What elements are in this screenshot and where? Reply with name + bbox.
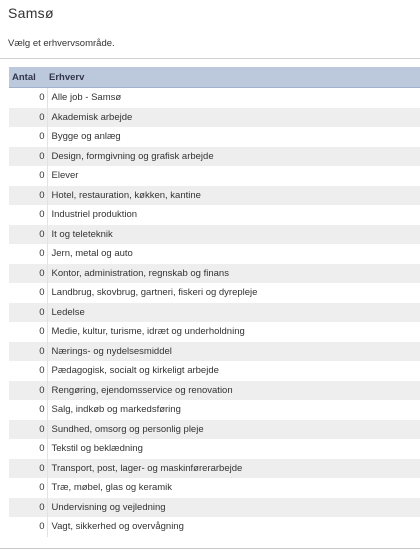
- occupation-link[interactable]: Undervisning og vejledning: [47, 498, 420, 518]
- occupation-link[interactable]: Elever: [47, 166, 420, 186]
- job-count-cell: 0: [9, 361, 47, 381]
- job-count-cell: 0: [9, 205, 47, 225]
- table-header-row: [9, 67, 420, 88]
- occupation-link[interactable]: It og teleteknik: [47, 225, 420, 245]
- job-count-cell: 0: [9, 303, 47, 323]
- table-row[interactable]: [9, 342, 420, 362]
- occupation-link[interactable]: Pædagogisk, socialt og kirkeligt arbejde: [47, 361, 420, 381]
- occupation-link[interactable]: Salg, indkøb og markedsføring: [47, 400, 420, 420]
- job-count-cell: 0: [9, 478, 47, 498]
- occupation-link[interactable]: Medie, kultur, turisme, idræt og underholdning: [47, 322, 420, 342]
- job-count-cell: 0: [9, 498, 47, 518]
- occupation-link[interactable]: Ledelse: [47, 303, 420, 323]
- table-row[interactable]: [9, 361, 420, 381]
- page-subtitle: Vælg et erhvervsområde.: [8, 38, 115, 49]
- occupation-link[interactable]: Hotel, restauration, køkken, kantine: [47, 186, 420, 206]
- table-row[interactable]: [9, 381, 420, 401]
- table-row[interactable]: [9, 517, 420, 537]
- bottom-border: [0, 548, 420, 549]
- occupation-link[interactable]: Bygge og anlæg: [47, 127, 420, 147]
- occupation-link[interactable]: Vagt, sikkerhed og overvågning: [47, 517, 420, 537]
- job-count-cell: 0: [9, 127, 47, 147]
- occupation-table: [9, 67, 420, 537]
- table-body: [9, 88, 420, 537]
- table-row[interactable]: [9, 478, 420, 498]
- table-row[interactable]: [9, 127, 420, 147]
- job-count-cell: 0: [9, 322, 47, 342]
- occupation-column-header[interactable]: Erhverv: [47, 67, 420, 88]
- occupation-link[interactable]: Landbrug, skovbrug, gartneri, fiskeri og dyrepleje: [47, 283, 420, 303]
- table-row[interactable]: [9, 420, 420, 440]
- occupation-link[interactable]: Design, formgivning og grafisk arbejde: [47, 147, 420, 167]
- table-row[interactable]: [9, 186, 420, 206]
- table-row[interactable]: [9, 147, 420, 167]
- job-count-cell: 0: [9, 108, 47, 128]
- page-title: Samsø: [8, 5, 54, 21]
- occupation-link[interactable]: Jern, metal og auto: [47, 244, 420, 264]
- table-row[interactable]: [9, 439, 420, 459]
- table-row[interactable]: [9, 303, 420, 323]
- occupation-link[interactable]: Rengøring, ejendomsservice og renovation: [47, 381, 420, 401]
- job-count-cell: 0: [9, 517, 47, 537]
- occupation-link[interactable]: Nærings- og nydelsesmiddel: [47, 342, 420, 362]
- occupation-link[interactable]: Træ, møbel, glas og keramik: [47, 478, 420, 498]
- job-count-cell: 0: [9, 147, 47, 167]
- occupation-link[interactable]: Transport, post, lager- og maskinførerarbejde: [47, 459, 420, 479]
- table-row[interactable]: [9, 88, 420, 108]
- occupation-link[interactable]: Tekstil og beklædning: [47, 439, 420, 459]
- table-row[interactable]: [9, 205, 420, 225]
- table-row[interactable]: [9, 225, 420, 245]
- occupation-link[interactable]: Alle job - Samsø: [47, 88, 420, 108]
- job-count-cell: 0: [9, 225, 47, 245]
- job-count-cell: 0: [9, 166, 47, 186]
- job-count-cell: 0: [9, 400, 47, 420]
- job-count-cell: 0: [9, 342, 47, 362]
- table-row[interactable]: [9, 400, 420, 420]
- job-count-cell: 0: [9, 381, 47, 401]
- header-divider: [0, 58, 420, 59]
- table-row[interactable]: [9, 322, 420, 342]
- table-row[interactable]: [9, 459, 420, 479]
- occupation-link[interactable]: Akademisk arbejde: [47, 108, 420, 128]
- table-row[interactable]: [9, 498, 420, 518]
- job-count-cell: 0: [9, 244, 47, 264]
- job-count-cell: 0: [9, 186, 47, 206]
- job-count-cell: 0: [9, 264, 47, 284]
- occupation-link[interactable]: Sundhed, omsorg og personlig pleje: [47, 420, 420, 440]
- job-count-cell: 0: [9, 459, 47, 479]
- count-column-header[interactable]: Antal: [9, 67, 47, 88]
- job-count-cell: 0: [9, 88, 47, 108]
- table-row[interactable]: [9, 166, 420, 186]
- table-row[interactable]: [9, 283, 420, 303]
- occupation-link[interactable]: Kontor, administration, regnskab og finans: [47, 264, 420, 284]
- job-count-cell: 0: [9, 283, 47, 303]
- table-row[interactable]: [9, 108, 420, 128]
- job-count-cell: 0: [9, 439, 47, 459]
- occupation-link[interactable]: Industriel produktion: [47, 205, 420, 225]
- table-row[interactable]: [9, 244, 420, 264]
- job-count-cell: 0: [9, 420, 47, 440]
- table-row[interactable]: [9, 264, 420, 284]
